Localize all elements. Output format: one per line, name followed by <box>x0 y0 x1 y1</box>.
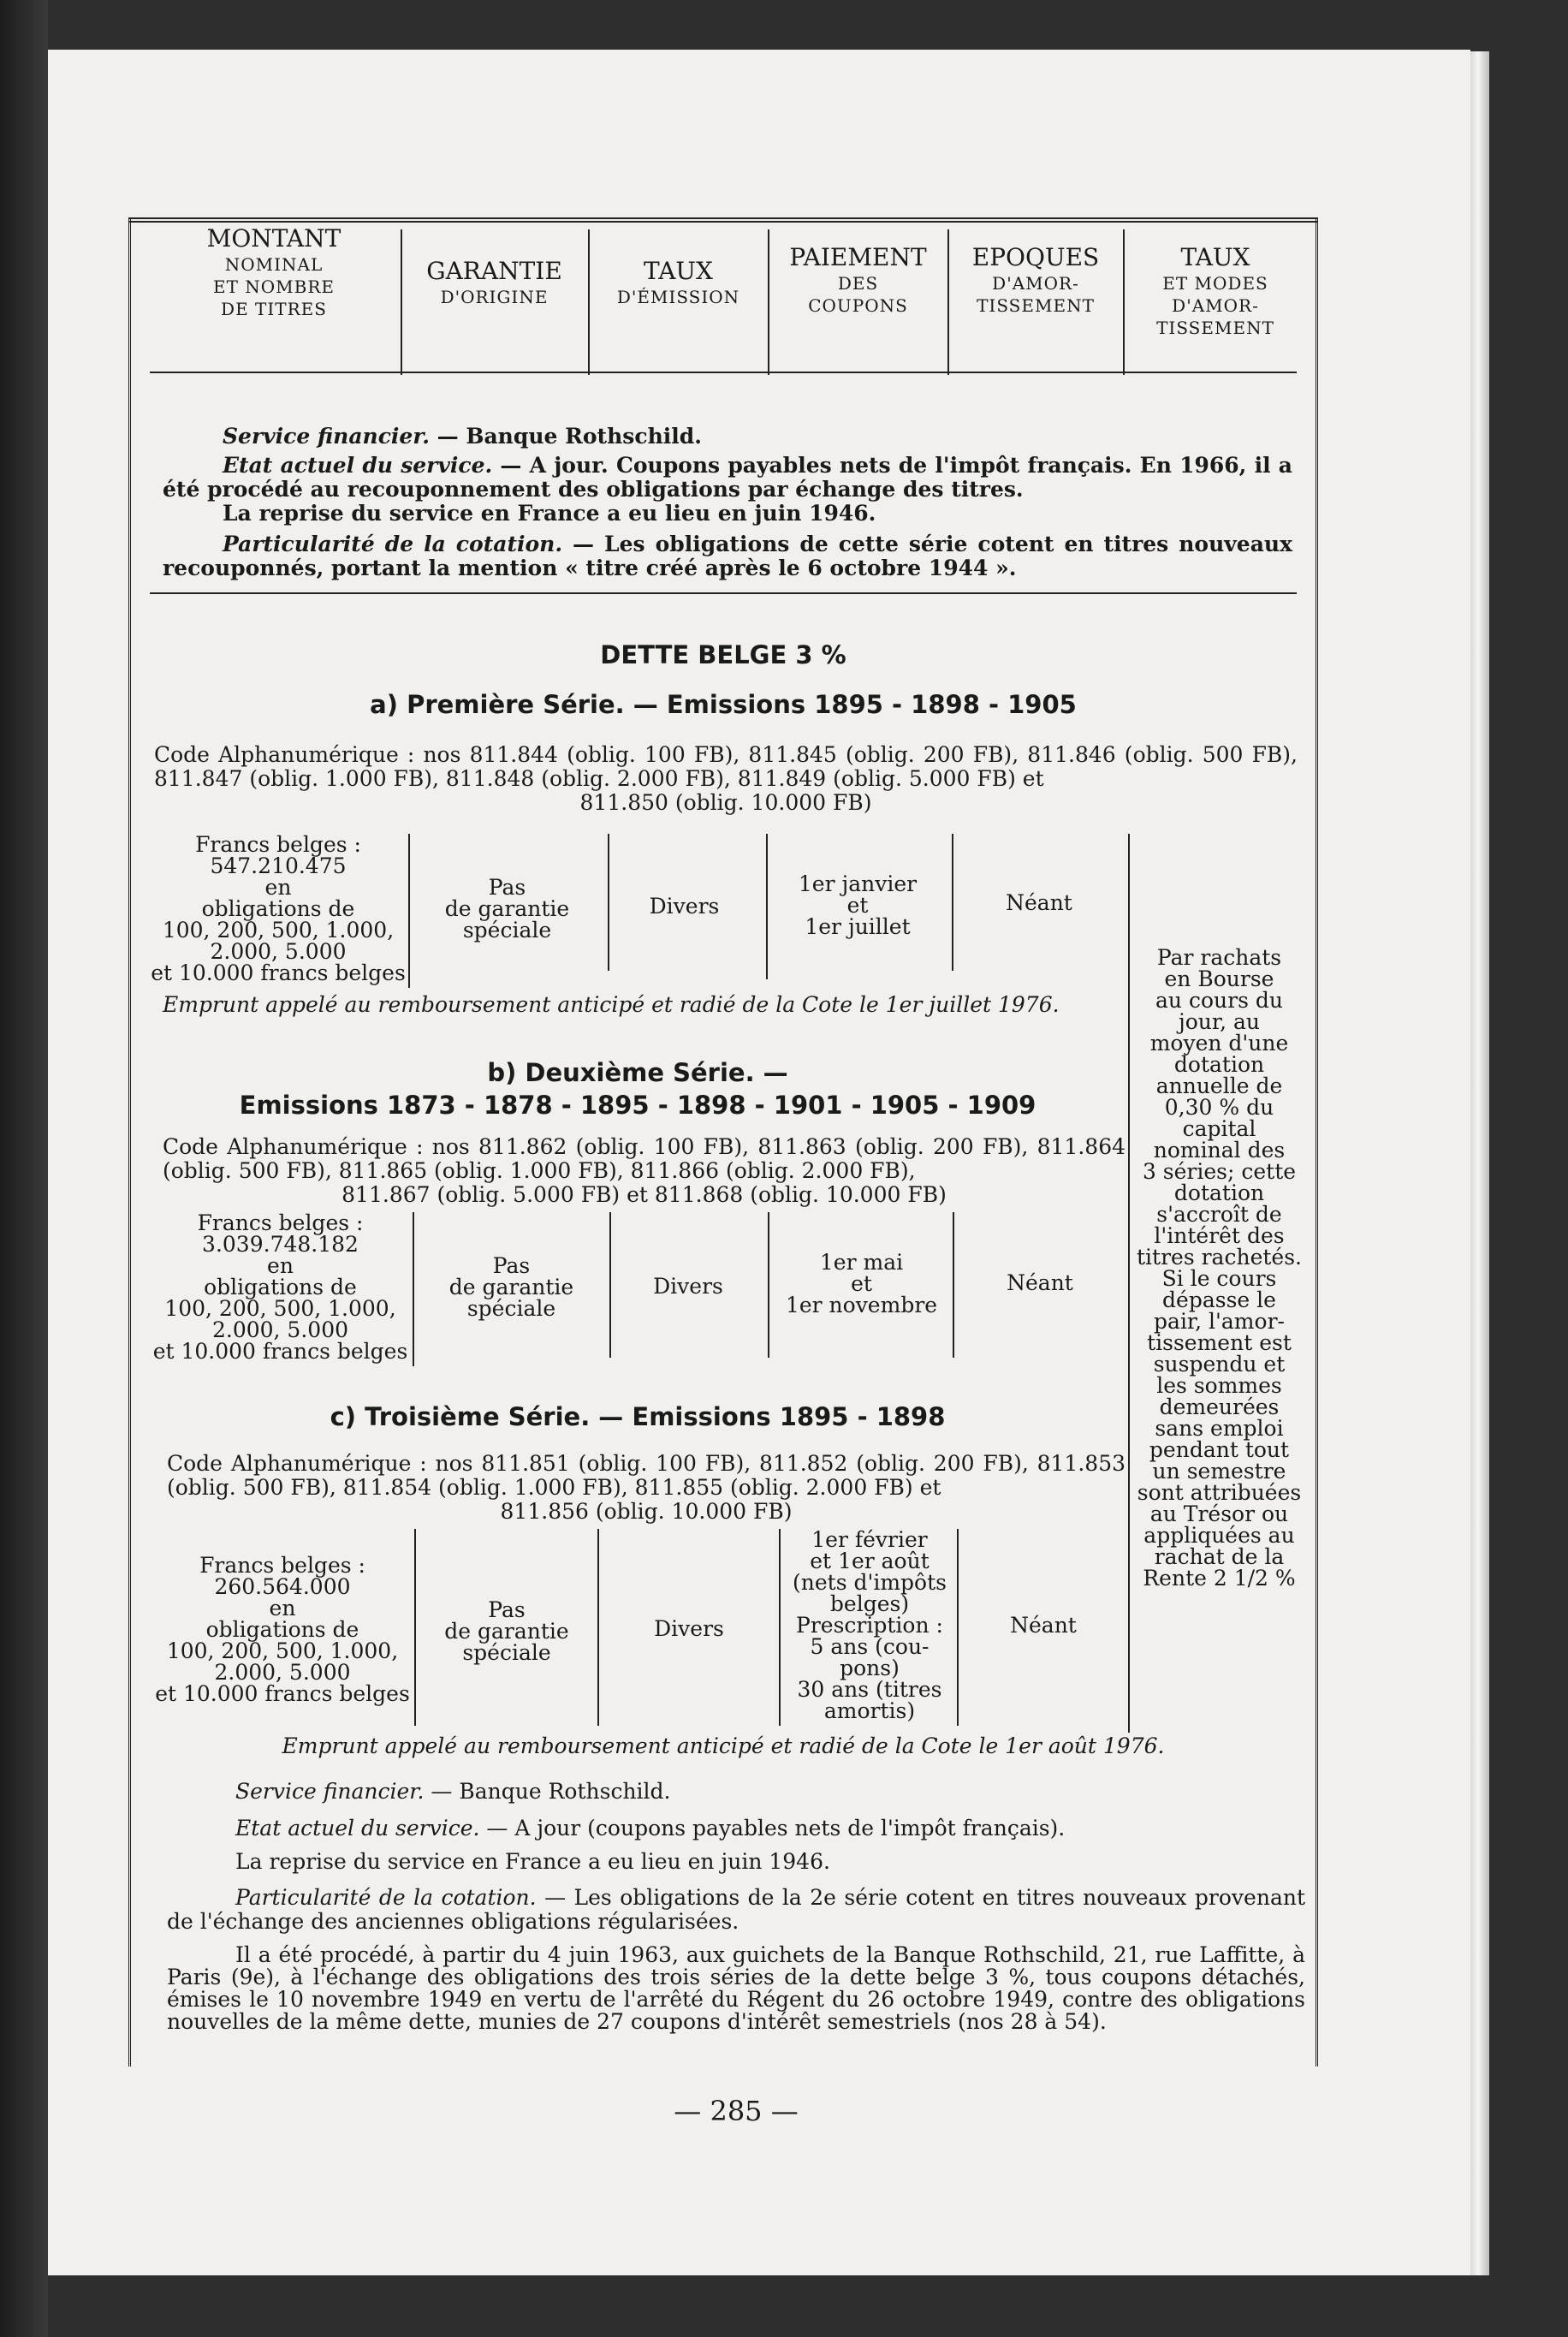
paiement-line: Prescription : <box>796 1613 943 1638</box>
serie-b-code <box>163 1135 1126 1207</box>
montant-line: 100, 200, 500, 1.000, <box>166 1638 399 1663</box>
amort-line: moyen d'une <box>1149 1031 1289 1056</box>
serie-a-code-end: 811.850 (oblig. 10.000 FB) <box>579 790 872 815</box>
top-notes <box>163 425 1292 580</box>
section-rule <box>150 592 1297 594</box>
header-epoques-sub: TISSEMENT <box>977 295 1095 316</box>
montant-line: 260.564.000 <box>214 1574 351 1599</box>
service-text: — Banque Rothschild. <box>429 424 702 449</box>
serie-a-montant <box>150 834 407 984</box>
montant-line: obligations de <box>201 896 355 921</box>
partic-label: Particularité de la cotation. <box>223 532 563 556</box>
header-epoques-sub: D'AMOR- <box>992 273 1079 294</box>
header-taux-modes-title: TAUX <box>1180 243 1250 271</box>
paiement-line: 1er novembre <box>785 1293 938 1317</box>
header-montant-sub: DE TITRES <box>221 299 327 319</box>
paiement-line: 1er mai <box>819 1250 904 1275</box>
header-montant-sub: ET NOMBRE <box>212 277 336 297</box>
header-taux-modes-sub: TISSEMENT <box>1156 318 1274 338</box>
serie-b-montant <box>150 1212 411 1362</box>
amort-line: capital <box>1182 1116 1256 1141</box>
amort-line: Par rachats <box>1156 945 1282 970</box>
montant-line: 2.000, 5.000 <box>214 1660 351 1685</box>
etat-text: — A jour. Coupons payables nets de l'impôt français. En 1966, il a été procédé au recouponnement des obligations par échange des titres. <box>163 453 1293 502</box>
garantie-line: Pas <box>492 1253 531 1278</box>
amort-line: dotation <box>1173 1180 1265 1205</box>
header-montant-sub: NOMINAL <box>224 254 324 275</box>
amort-line: demeurées <box>1159 1394 1280 1419</box>
echange-text: Il a été procédé, à partir du 4 juin 1963, aux guichets de la Banque Rothschild, 21, rue Laffitte, à Paris (9e), à l'échange des obligations des trois séries de la dette belge 3 %, tous coupons détachés, émises le 10 novembre 1949 en vertu de l'arrêté du Régent du 26 octobre 1949, contre des obligations nouvelles de la même dette, munies de 27 coupons d'intérêt semestriels (nos 28 à 54). <box>167 1942 1305 2034</box>
header-garantie-title: GARANTIE <box>426 257 562 285</box>
paiement-line: pons) <box>840 1656 900 1680</box>
paiement-line: 30 ans (titres <box>797 1677 942 1702</box>
partic-label: Particularité de la cotation. <box>235 1885 537 1910</box>
amort-line: tissement est <box>1147 1330 1292 1355</box>
serie-b-emissions: Emissions 1873 - 1878 - 1895 - 1898 - 1901 - 1905 - 1909 <box>239 1091 1036 1120</box>
montant-line: en <box>267 1253 294 1278</box>
amort-line: annuelle de <box>1155 1073 1283 1098</box>
garantie-line: spéciale <box>466 1296 556 1321</box>
amort-line: au cours du <box>1155 988 1283 1013</box>
cell-divider <box>408 834 410 988</box>
header-epoques-title: EPOQUES <box>971 243 1100 271</box>
serie-c-title: c) Troisième Série. — Emissions 1895 - 1898 <box>330 1402 946 1431</box>
section-title: DETTE BELGE 3 % <box>600 640 846 669</box>
serie-b-garantie <box>415 1255 608 1319</box>
serie-c-taux: Divers <box>654 1616 724 1641</box>
amort-line: dépasse le <box>1162 1287 1276 1312</box>
serie-b-taux: Divers <box>653 1274 723 1299</box>
serie-a-title: a) Première Série. — Emissions 1895 - 1898 - 1905 <box>370 690 1077 719</box>
partic-text: — Les obligations de la 2e série cotent en titres nouveaux provenant de l'échange des anciennes obligations régularisées. <box>167 1885 1305 1934</box>
serie-a-taux: Divers <box>649 894 720 919</box>
serie-b-code-end: 811.867 (oblig. 5.000 FB) et 811.868 (oblig. 10.000 FB) <box>342 1182 947 1207</box>
amort-line: sont attribuées <box>1137 1480 1302 1505</box>
montant-line: en <box>269 1596 296 1620</box>
header-divider <box>401 229 402 375</box>
paiement-line: 1er juillet <box>805 914 911 939</box>
amort-line: un semestre <box>1152 1459 1286 1484</box>
paiement-line: et 1er août <box>810 1549 930 1573</box>
amort-text <box>1131 947 1307 1589</box>
etat-label: Etat actuel du service. <box>223 453 493 478</box>
montant-line: 100, 200, 500, 1.000, <box>162 918 395 943</box>
header-garantie-sub: D'ORIGINE <box>440 287 549 307</box>
serie-c-paiement <box>775 1529 964 1722</box>
serie-c-note: Emprunt appelé au remboursement anticipé et radié de la Cote le 1er août 1976. <box>282 1733 1165 1758</box>
amort-line: 3 séries; cette <box>1142 1159 1297 1184</box>
amort-line: l'intérêt des <box>1154 1223 1285 1248</box>
serie-c-garantie <box>417 1599 597 1663</box>
amort-line: les sommes <box>1156 1373 1282 1398</box>
montant-line: 547.210.475 <box>210 853 347 878</box>
paiement-line: (nets d'impôts <box>793 1570 947 1595</box>
partic-text: — Les obligations de cette série cotent en titres nouveaux recouponnés, portant la mention « titre créé après le 6 octobre 1944 ». <box>163 532 1292 580</box>
header-divider <box>768 229 769 375</box>
serie-c-code <box>167 1452 1126 1524</box>
bottom-notes <box>167 1779 1305 2033</box>
paiement-line: amortis) <box>823 1698 916 1723</box>
garantie-line: spéciale <box>462 918 552 943</box>
serie-b-code-text: Code Alphanumérique : nos 811.862 (oblig. 100 FB), 811.863 (oblig. 200 FB), 811.864 (oblig. 500 FB), 811.865 (oblig. 1.000 FB), 811.866 (oblig. 2.000 FB), <box>163 1134 1126 1183</box>
amort-line: jour, au <box>1178 1009 1260 1034</box>
garantie-line: spéciale <box>462 1640 551 1665</box>
serie-a-note: Emprunt appelé au remboursement anticipé et radié de la Cote le 1er juillet 1976. <box>163 992 1060 1017</box>
page-number: — 285 — <box>674 2095 799 2127</box>
header-divider <box>588 229 590 375</box>
header-taux-title: TAUX <box>644 257 713 285</box>
paiement-line: 5 ans (cou- <box>810 1634 930 1659</box>
reprise-text: La reprise du service en France a eu lieu en juin 1946. <box>235 1849 830 1874</box>
amort-line: en Bourse <box>1164 966 1274 991</box>
amort-line: appliquées au <box>1143 1523 1295 1548</box>
montant-line: 2.000, 5.000 <box>211 1317 349 1342</box>
montant-line: obligations de <box>205 1617 359 1642</box>
reprise-text: La reprise du service en France a eu lieu en juin 1946. <box>223 501 876 526</box>
montant-line: Francs belges : <box>197 1210 364 1235</box>
header-epoques <box>950 224 1121 375</box>
header-divider <box>947 229 949 375</box>
amort-divider <box>1128 834 1130 1733</box>
header-paiement-sub: DES <box>837 273 879 294</box>
amort-line: dotation <box>1173 1052 1265 1077</box>
serie-c-code-end: 811.856 (oblig. 10.000 FB) <box>500 1499 793 1524</box>
service-label: Service financier. <box>235 1779 425 1804</box>
amort-line: pendant tout <box>1149 1437 1290 1462</box>
montant-line: Francs belges : <box>199 1553 365 1578</box>
serie-a-epoques: Néant <box>1006 890 1072 915</box>
service-label: Service financier. <box>223 424 430 449</box>
serie-a-code-text: Code Alphanumérique : nos 811.844 (oblig. 100 FB), 811.845 (oblig. 200 FB), 811.846 (oblig. 500 FB), 811.847 (oblig. 1.000 FB), 811.848 (oblig. 2.000 FB), 811.849 (oblig. 5.000 FB) et <box>154 742 1298 791</box>
montant-line: Francs belges : <box>195 832 361 857</box>
garantie-line: Pas <box>488 1597 526 1622</box>
header-paiement-sub: COUPONS <box>808 295 908 316</box>
serie-a-garantie <box>411 877 603 941</box>
cell-divider <box>414 1529 416 1726</box>
amort-line: rachat de la <box>1154 1544 1285 1569</box>
serie-a-paiement <box>768 873 947 937</box>
etat-text: — A jour (coupons payables nets de l'impôt français). <box>479 1816 1066 1840</box>
cell-divider <box>953 1212 954 1358</box>
paiement-line: belges) <box>829 1591 910 1616</box>
amort-line: titres rachetés. <box>1137 1245 1302 1270</box>
montant-line: 2.000, 5.000 <box>210 939 347 964</box>
garantie-line: de garantie <box>444 896 570 921</box>
page-edge <box>1470 51 1489 2275</box>
header-taux-sub: D'ÉMISSION <box>616 287 740 307</box>
serie-c-code-text: Code Alphanumérique : nos 811.851 (oblig. 100 FB), 811.852 (oblig. 200 FB), 811.853 (oblig. 500 FB), 811.854 (oblig. 1.000 FB), 811.855 (oblig. 2.000 FB) et <box>167 1451 1126 1500</box>
paiement-line: et <box>846 893 869 918</box>
amort-line: sans emploi <box>1155 1416 1284 1441</box>
header-paiement <box>770 224 946 375</box>
cell-divider <box>413 1212 414 1366</box>
header-montant-title: MONTANT <box>206 224 342 253</box>
serie-b-epoques: Néant <box>1007 1270 1073 1295</box>
amort-line: nominal des <box>1153 1138 1286 1163</box>
montant-line: et 10.000 francs belges <box>155 1681 410 1706</box>
amort-line: 0,30 % du <box>1164 1095 1274 1120</box>
serie-a-code <box>154 743 1298 815</box>
book-gutter-shadow <box>0 0 48 2337</box>
montant-line: en <box>264 875 292 900</box>
service-text: — Banque Rothschild. <box>424 1779 671 1804</box>
amort-line: Si le cours <box>1161 1266 1277 1291</box>
montant-line: 100, 200, 500, 1.000, <box>164 1296 396 1321</box>
header-divider <box>1123 229 1125 375</box>
header-taux-modes-sub: ET MODES <box>1162 273 1268 294</box>
header-taux-modes-sub: D'AMOR- <box>1172 295 1259 316</box>
serie-c-epoques: Néant <box>1010 1613 1077 1638</box>
header-taux-modes <box>1126 224 1305 375</box>
garantie-line: Pas <box>488 875 526 900</box>
montant-line: et 10.000 francs belges <box>151 960 406 985</box>
header-paiement-title: PAIEMENT <box>789 243 927 271</box>
serie-b-title: b) Deuxième Série. — <box>487 1058 788 1087</box>
serie-c-montant <box>154 1555 411 1704</box>
montant-line: obligations de <box>204 1275 357 1299</box>
header-bottom-rule <box>150 372 1297 373</box>
etat-label: Etat actuel du service. <box>235 1816 480 1840</box>
amort-line: pair, l'amor- <box>1154 1309 1285 1334</box>
header-montant <box>150 224 398 375</box>
paiement-line: 1er janvier <box>798 871 918 896</box>
paiement-line: et <box>851 1271 872 1296</box>
amort-line: Rente 2 1/2 % <box>1143 1566 1296 1591</box>
paiement-line: 1er février <box>811 1527 928 1552</box>
header-garantie <box>402 224 586 375</box>
garantie-line: de garantie <box>448 1275 574 1299</box>
montant-line: 3.039.748.182 <box>202 1232 359 1257</box>
serie-b-paiement <box>769 1252 953 1316</box>
header-taux <box>591 224 766 375</box>
amort-line: s'accroît de <box>1156 1202 1282 1227</box>
amort-line: suspendu et <box>1153 1352 1286 1377</box>
amort-line: au Trésor ou <box>1149 1502 1289 1526</box>
garantie-line: de garantie <box>444 1619 569 1644</box>
montant-line: et 10.000 francs belges <box>152 1339 408 1364</box>
